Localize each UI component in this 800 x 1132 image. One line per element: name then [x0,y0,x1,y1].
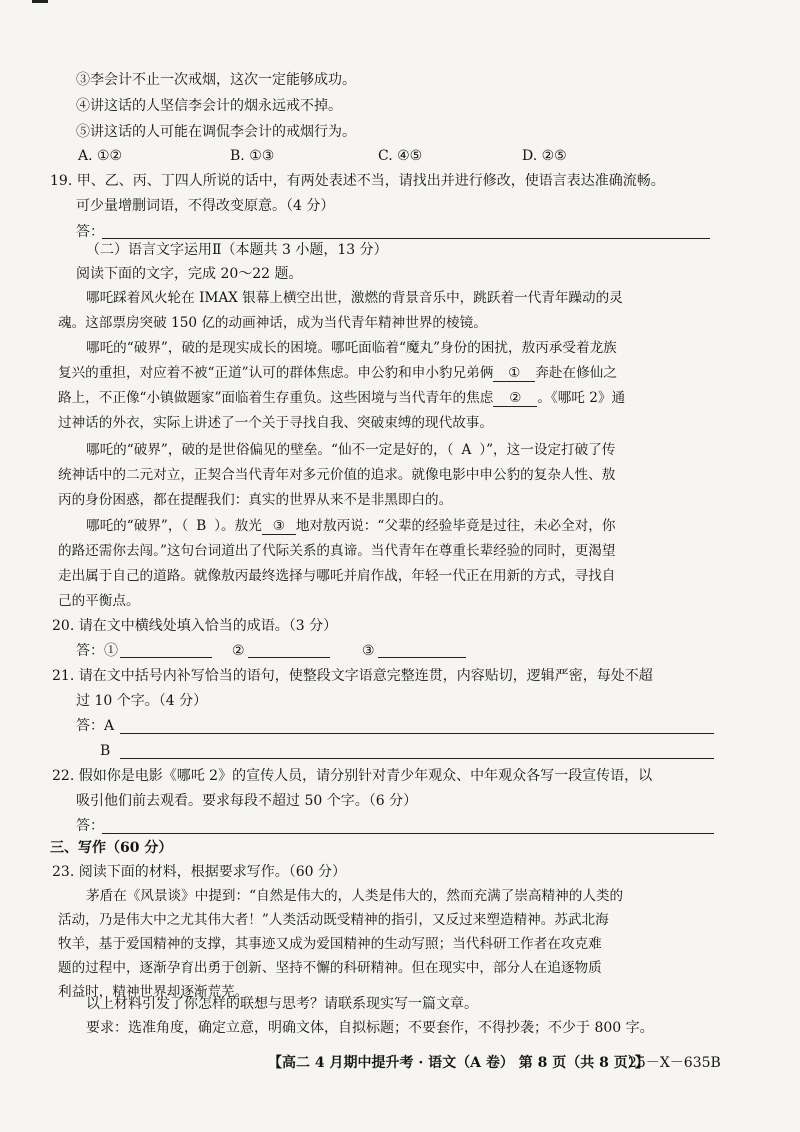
q20-question: 20. 请在文中横线处填入恰当的成语。（3 分） [52,618,338,634]
q21-question-line2: 过 10 个字。（4 分） [76,693,208,709]
passage-p3-line3: 丙的身份困惑，都在提醒我们：真实的世界从来不是非黑即白的。 [58,492,453,508]
passage-p2-line3-text: 路上，不正像“小镇做题家”面临着生存重负。这些困境与当代青年的焦虑 [58,390,494,406]
q23-material-line3: 牧羊，基于爱国精神的支撑，其事迹又成为爱国精神的生动写照；当代科研工作者在攻克难 [58,936,602,952]
q18-option-c: C. ④⑤ [378,148,423,164]
passage-p1-line2: 魂。这部票房突破 150 亿的动画神话，成为当代青年精神世界的棱镜。 [58,315,487,331]
q20-answer-line-3[interactable] [378,657,466,658]
q19-answer-label: 答： [76,224,104,240]
q19-question-line1: 19. 甲、乙、丙、丁四人所说的话中，有两处表述不当，请找出并进行修改，使语言表达准确流畅。 [50,173,665,189]
q23-material-line5: 利益时，精神世界却逐渐荒芜。 [58,984,249,1000]
q22-answer-label: 答： [76,818,104,834]
q23-question: 23. 阅读下面的材料，根据要求写作。（60 分） [52,864,346,880]
passage-p1-line1: 哪吒踩着风火轮在 IMAX 银幕上横空出世，激燃的背景音乐中，跳跃着一代青年躁动的灵 [86,290,623,306]
q19-question-line2: 可少量增删词语，不得改变原意。（4 分） [76,198,335,214]
passage-p4-line1-mid: ）。敖光 [214,518,262,534]
passage-p2-line3 [58,388,625,408]
q20-answer-3-label: ③ [362,643,375,659]
passage-p4-line1-tail: 地对敖丙说：“父辈的经验毕竟是过往，未必全对，你 [295,518,616,534]
passage-p4-line1 [86,516,615,536]
section3-title: 三、写作（60 分） [50,840,173,856]
q18-option-a: A. ①② [78,148,123,164]
q21-answer-a-line[interactable] [120,733,714,734]
q18-option-b: B. ①③ [230,148,275,164]
q22-answer-line[interactable] [102,833,714,834]
q21-question-line1: 21. 请在文中括号内补写恰当的语句，使整段文字语意完整连贯，内容贴切，逻辑严密，每处不超 [52,668,653,684]
passage-p2-line2 [58,363,617,383]
page-footer: 【高二 4 月期中提升考 · 语文（A 卷） 第 8 页（共 8 页）】 [268,1055,649,1071]
q22-question-line2: 吸引他们前去观看。要求每段不超过 50 个字。（6 分） [76,793,418,809]
q23-material-line4: 题的过程中，逐渐孕育出勇于创新、坚持不懈的科研精神。但在现实中，部分人在追逐物质 [58,960,602,976]
paper-code: 25－X－635B [628,1055,721,1071]
bracket-b-mark[interactable]: B [196,518,207,534]
passage-p4-line4: 己的平衡点。 [58,593,140,609]
q23-requirements: 要求：选准角度，确定立意，明确文体，自拟标题；不要套作，不得抄袭；不少于 800 字。 [86,1020,654,1036]
passage-p2-line2-text: 复兴的重担，对应着不被“正道”认可的群体焦虑。申公豹和申小豹兄弟俩 [58,365,494,381]
q23-material-line2: 活动，乃是伟大中之尤其伟大者！”人类活动既受精神的指引，又反过来塑造精神。苏武北海 [58,912,609,928]
passage-p2-line4: 过神话的外衣，实际上讲述了一个关于寻找自我、突破束缚的现代故事。 [58,415,493,431]
passage-p2-line1: 哪吒的“破界”，破的是现实成长的困境。哪吒面临着“魔丸”身份的困扰，敖丙承受着龙族 [86,340,617,356]
passage-p3-line2: 统神话中的二元对立，正契合当代青年对多元价值的追求。就像电影中申公豹的复杂人性、敖 [58,467,616,483]
passage-p3-line1-tail: ）”，这一设定打破了传 [479,442,616,458]
blank-1[interactable]: ① [493,365,535,382]
q21-answer-b-label: B [100,743,111,759]
q21-answer-b-line[interactable] [120,758,714,759]
q19-answer-line[interactable] [102,238,710,239]
passage-p4-line2: 的路还需你去闯。”这句台词道出了代际关系的真谛。当代青年在尊重长辈经验的同时，更渴望 [58,543,616,559]
q23-prompt: 以上材料引发了你怎样的联想与思考？请联系现实写一篇文章。 [86,996,478,1012]
passage-p2-line2-tail: 奔赴在修仙之 [535,365,617,381]
bracket-a-mark[interactable]: A [461,442,472,458]
corner-mark [32,0,48,3]
q22-question-line1: 22. 假如你是电影《哪吒 2》的宣传人员，请分别针对青少年观众、中年观众各写一段宣传语，以 [52,768,653,784]
q20-answer-label: 答：① [76,643,118,659]
blank-2[interactable]: ② [493,390,537,407]
passage-p4-line3: 走出属于自己的道路。就像敖丙最终选择与哪吒并肩作战，年轻一代正在用新的方式，寻找自 [58,568,616,584]
q20-answer-line-1[interactable] [120,657,212,658]
passage-p3-line1-text: 哪吒的“破界”，破的是世俗偏见的壁垒。“仙不一定是好的，（ [86,442,454,458]
q20-answer-2-label: ② [232,643,245,659]
q18-statement-4: ④讲这话的人坚信李会计的烟永远戒不掉。 [76,98,342,114]
section2-instruction: 阅读下面的文字，完成 20～22 题。 [76,266,303,282]
q18-option-d: D. ②⑤ [522,148,567,164]
blank-3[interactable]: ③ [262,518,296,535]
q20-answer-line-2[interactable] [248,657,330,658]
q21-answer-a-label: 答：A [76,718,115,734]
passage-p4-line1-text: 哪吒的“破界”，（ [86,518,189,534]
passage-p3-line1 [86,440,615,460]
section2-title: （二）语言文字运用Ⅱ（本题共 3 小题，13 分） [86,242,388,258]
q23-material-line1: 茅盾在《风景谈》中提到：“自然是伟大的，人类是伟大的，然而充满了崇高精神的人类的 [86,888,624,904]
q18-statement-3: ③李会计不止一次戒烟，这次一定能够成功。 [76,72,356,88]
q18-statement-5: ⑤讲这话的人可能在调侃李会计的戒烟行为。 [76,124,356,140]
passage-p2-line3-tail: 。《哪吒 2》通 [537,390,626,406]
